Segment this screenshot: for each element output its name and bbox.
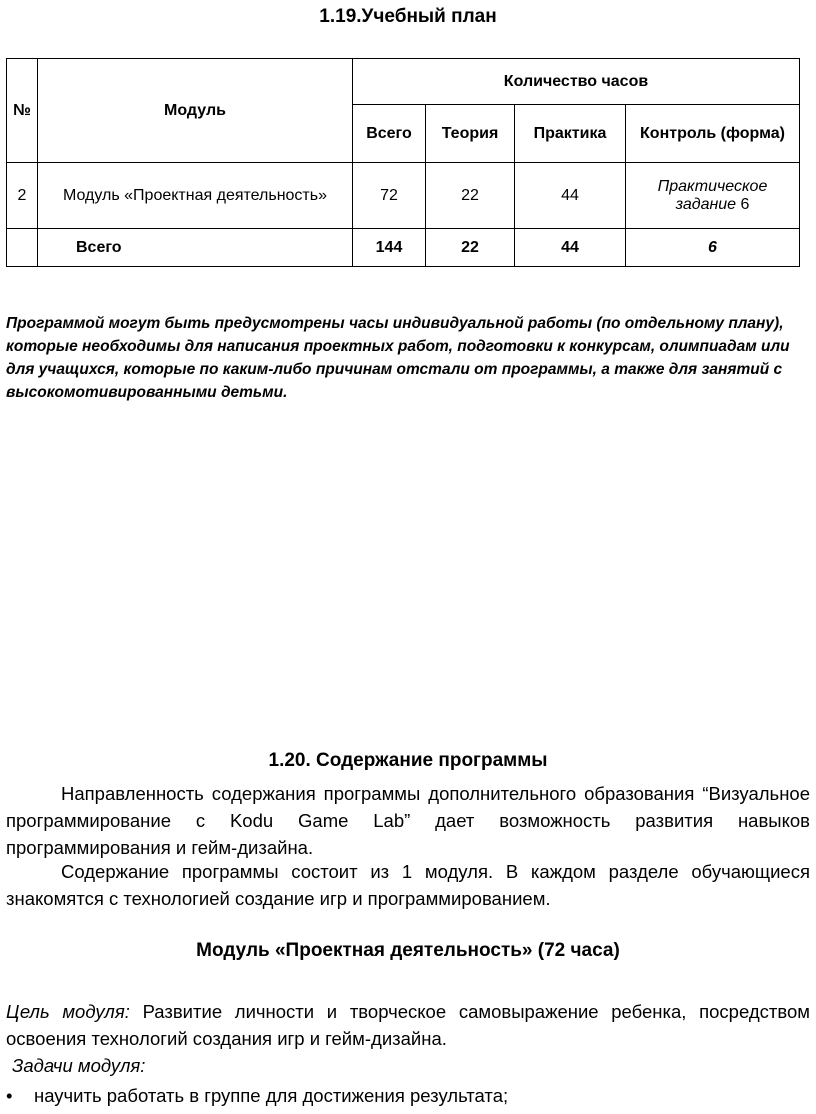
row-control-text: Практическое задание <box>657 177 768 213</box>
summary-theory: 22 <box>426 229 515 267</box>
summary-total: 144 <box>353 229 426 267</box>
header-number: № <box>7 59 38 163</box>
header-hours: Количество часов <box>353 59 800 105</box>
note-paragraph: Программой могут быть предусмотрены часы индивидуальной работы (по отдельному плану), которые необходимы для написания проектных работ, подготовки к конкурсам, олимпиадам или для учащихся, которые по каким-либо причинам отстали от программы, а также для занятий с высокомотивированными детьми. <box>6 315 790 401</box>
header-total: Всего <box>353 105 426 163</box>
table-header-row <box>7 59 800 105</box>
bullet-icon: • <box>6 1085 13 1106</box>
row-control <box>626 163 800 229</box>
curriculum-table <box>6 58 800 267</box>
row-practice: 44 <box>515 163 626 229</box>
row-module: Модуль «Проектная деятельность» <box>38 163 353 229</box>
list-item <box>6 1082 810 1109</box>
summary-practice: 44 <box>515 229 626 267</box>
row-total: 72 <box>353 163 426 229</box>
header-theory: Теория <box>426 105 515 163</box>
summary-label: Всего <box>38 229 353 267</box>
goal-label: Цель модуля: <box>6 1001 130 1022</box>
module-heading: Модуль «Проектная деятельность» (72 часа) <box>196 940 620 961</box>
goal-text: Развитие личности и творческое самовыражение ребенка, посредством освоения технологий создания игр и гейм-дизайна. <box>6 1001 810 1049</box>
row-number: 2 <box>7 163 38 229</box>
paragraph-content: Содержание программы состоит из 1 модуля. В каждом разделе обучающиеся знакомятся с технологией создание игр и программированием. <box>6 861 810 909</box>
table-summary-row <box>7 229 800 267</box>
section-heading: 1.20. Содержание программы <box>268 750 548 771</box>
page-title: 1.19.Учебный план <box>319 6 497 27</box>
header-module: Модуль <box>38 59 353 163</box>
paragraph-direction: Направленность содержания программы дополнительного образования “Визуальное программирование с Kodu Game Lab” дает возможность развития навыков программирования и гейм-дизайна. <box>6 783 810 858</box>
header-practice: Практика <box>515 105 626 163</box>
tasks-label: Задачи модуля: <box>12 1055 146 1076</box>
list-item-text: научить работать в группе для достижения результата; <box>34 1085 509 1106</box>
row-control-count: 6 <box>740 195 750 213</box>
summary-control: 6 <box>626 229 800 267</box>
header-control: Контроль (форма) <box>626 105 800 163</box>
goal-paragraph <box>6 998 810 1052</box>
row-theory: 22 <box>426 163 515 229</box>
summary-empty <box>7 229 38 267</box>
table-row <box>7 163 800 229</box>
